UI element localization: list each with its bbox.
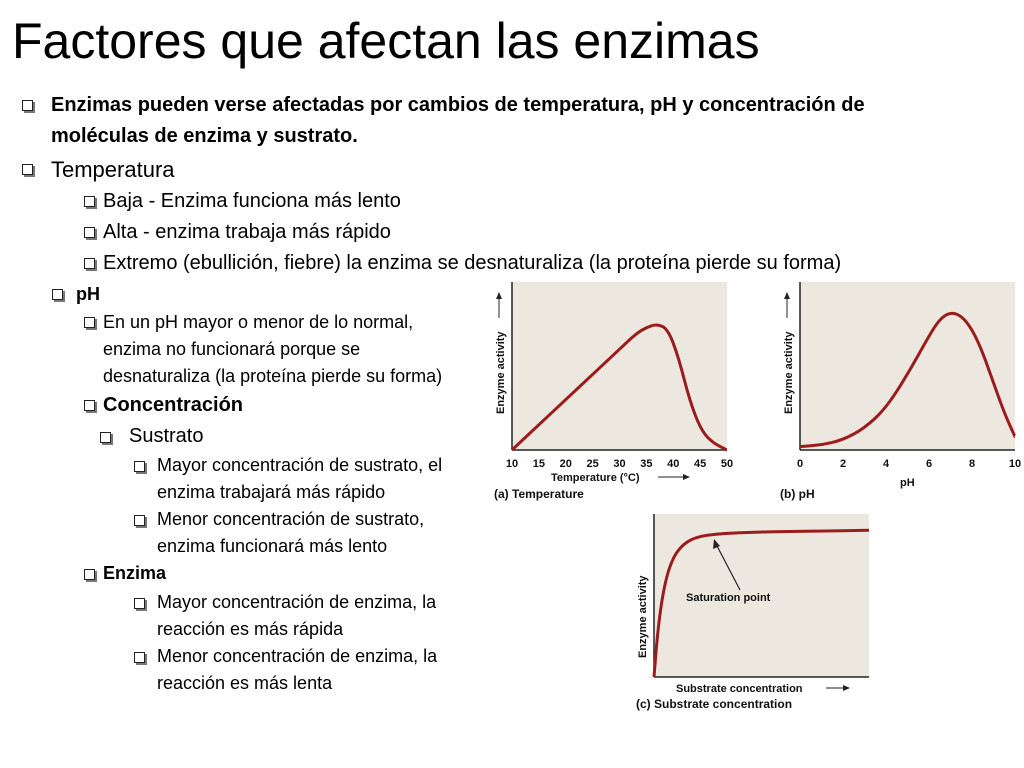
checkbox-bullet-icon [84,196,95,207]
checkbox-bullet-icon [84,258,95,269]
x-tick-label: 30 [613,458,626,470]
heading-concentracion: Concentración [103,394,244,416]
y-axis-label: Enzyme activity [495,331,507,414]
enzima-mayor-line-1: Mayor concentración de enzima, la [157,592,437,612]
plot-background [800,282,1015,450]
x-tick-label: 10 [1008,458,1022,470]
enzima-menor-line-2: reacción es más lenta [157,673,333,693]
x-tick-label: 0 [796,458,804,470]
checkbox-bullet-icon [134,461,145,472]
ph-text-line-2: enzima no funcionará porque se [103,339,361,359]
checkbox-bullet-icon [84,317,95,328]
x-tick-label: 15 [532,458,545,470]
y-arrowhead-icon [496,292,502,299]
x-arrowhead-icon [683,474,690,480]
x-tick-label: 20 [559,458,572,470]
x-tick-labels [506,458,733,470]
heading-enzima: Enzima [103,563,167,583]
chart-temperature [488,278,738,504]
x-tick-label: 25 [586,458,599,470]
x-arrowhead-icon [843,685,850,691]
chart-substrate-concentration [630,512,870,716]
chart-caption: (a) Temperature [494,487,584,501]
temp-baja: Baja - Enzima funciona más lento [103,190,401,212]
x-tick-label: 4 [882,458,890,470]
temp-alta: Alta - enzima trabaja más rápido [103,221,391,243]
checkbox-bullet-icon [84,569,95,580]
chart-caption: (c) Substrate concentration [636,697,793,711]
checkbox-bullet-icon [84,400,95,411]
sustrato-menor-line-1: Menor concentración de sustrato, [157,509,425,529]
checkbox-bullet-icon [52,289,63,300]
intro-text-line-1: Enzimas pueden verse afectadas por cambios de temperatura, pH y concentración de [51,94,865,116]
heading-temperatura: Temperatura [51,157,175,182]
chart-caption: (b) pH [780,487,815,501]
x-tick-label: 2 [839,458,847,470]
x-axis-label: pH [900,477,915,489]
x-tick-label: 45 [694,458,707,470]
y-axis-label: Enzyme activity [637,575,649,658]
enzima-menor-line-1: Menor concentración de enzima, la [157,646,438,666]
x-axis-label: Substrate concentration [676,683,803,695]
plot-background [512,282,727,450]
annotation-saturation-point: Saturation point [686,592,771,604]
checkbox-bullet-icon [22,164,33,175]
sustrato-mayor-line-2: enzima trabajará más rápido [157,482,386,502]
slide-title: Factores que afectan las enzimas [12,13,760,69]
y-arrowhead-icon [784,292,790,299]
x-tick-label: 35 [640,458,653,470]
ph-text-line-3: desnaturaliza (la proteína pierde su forma) [103,366,443,386]
checkbox-bullet-icon [134,598,145,609]
x-tick-label: 8 [968,458,976,470]
x-tick-label: 6 [925,458,933,470]
heading-ph: pH [76,284,100,304]
heading-sustrato: Sustrato [129,425,204,447]
x-tick-labels [797,458,1021,470]
checkbox-bullet-icon [22,100,33,111]
checkbox-bullet-icon [84,227,95,238]
y-axis-label: Enzyme activity [783,331,795,414]
checkbox-bullet-icon [134,652,145,663]
temp-extremo: Extremo (ebullición, fiebre) la enzima se desnaturaliza (la proteína pierde su forma) [103,252,842,274]
chart-ph [776,278,1021,504]
sustrato-mayor-line-1: Mayor concentración de sustrato, el [157,455,443,475]
enzima-mayor-line-2: reacción es más rápida [157,619,344,639]
sustrato-menor-line-2: enzima funcionará más lento [157,536,388,556]
x-axis-label: Temperature (°C) [551,472,640,484]
x-tick-label: 10 [505,458,519,470]
x-tick-label: 40 [667,458,680,470]
x-tick-label: 50 [720,458,734,470]
ph-text-line-1: En un pH mayor o menor de lo normal, [103,312,414,332]
checkbox-bullet-icon [134,515,145,526]
intro-text-line-2: moléculas de enzima y sustrato. [51,125,358,147]
checkbox-bullet-icon [100,432,111,443]
